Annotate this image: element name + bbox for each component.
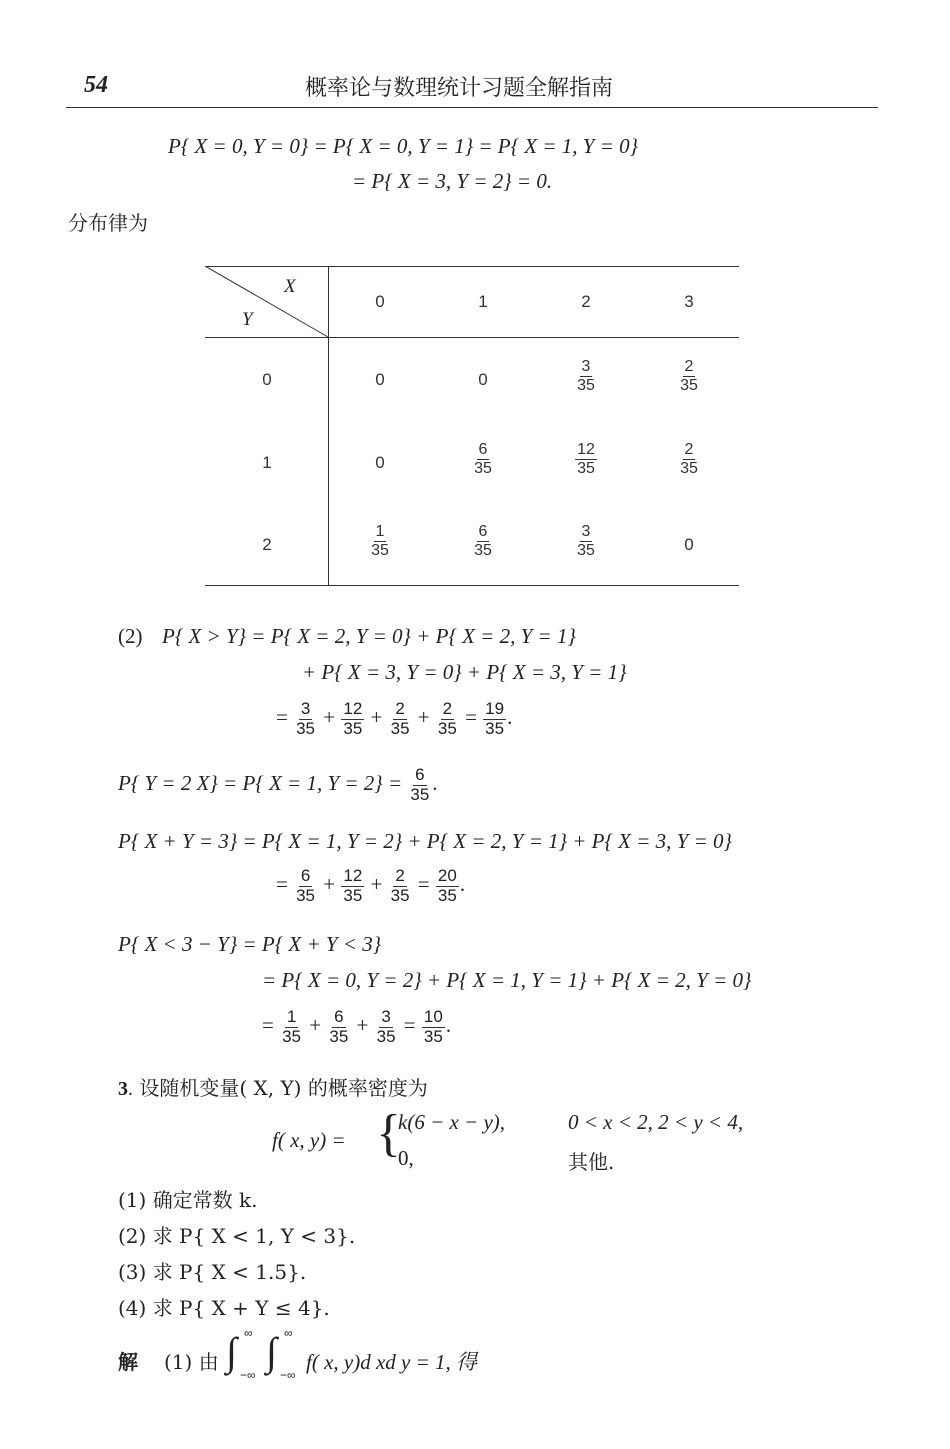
eq-lt-line-1: P{ X < 3 − Y} = P{ X + Y < 3} (118, 932, 382, 956)
frac-num: 3 (581, 358, 591, 375)
frac-den: 35 (680, 459, 698, 477)
problem-3-statement: 3. 设随机变量( X, Y) 的概率密度为 (118, 1076, 428, 1100)
case2-condition: 其他. (568, 1150, 615, 1174)
frac-den: 35 (577, 541, 595, 559)
table-cell (649, 358, 729, 394)
frac-num: 3 (581, 523, 591, 540)
zero-prob-line-2: = P{ X = 3, Y = 2} = 0. (352, 169, 553, 193)
table-bottom-rule (205, 585, 739, 586)
frac-num: 3 (300, 699, 311, 718)
frac-num: 2 (684, 358, 694, 375)
eq-y-eq-2x: P{ Y = 2 X} = P{ X = 1, Y = 2} = $\frac{6}{35}$ . (118, 765, 438, 804)
frac-den: 35 (410, 784, 430, 804)
density-lhs: f( x, y) = (272, 1128, 346, 1152)
frac-num: 12 (343, 699, 363, 718)
upper-limit-2: ∞ (284, 1326, 293, 1340)
table-corner-diagonal (205, 266, 329, 338)
case1-expression: k(6 − x − y), (398, 1110, 506, 1134)
part2-line-2: + P{ X = 3, Y = 0} + P{ X = 3, Y = 1} (302, 660, 627, 684)
zero-prob-line-1: P{ X = 0, Y = 0} = P{ X = 0, Y = 1} = P{ X = 1, Y = 0} (168, 134, 639, 158)
frac-den: 35 (282, 1026, 302, 1046)
frac-den: 35 (474, 459, 492, 477)
frac-num: 6 (415, 765, 425, 784)
frac-num: 1 (375, 523, 385, 540)
eq-sum3-line-2: = $\frac{6}{35}$ + $\frac{12}{35}$ + $\frac{2}{35}$ = $\frac{20}{35}$ . (276, 866, 466, 905)
frac-den: 35 (376, 1026, 396, 1046)
y-label-2: 2 (262, 535, 272, 554)
table-cell (546, 523, 626, 559)
solution-integrand: f( x, y)d xd y = 1, 得 (306, 1350, 478, 1374)
integral-icon-2: ∫ (266, 1329, 277, 1374)
lower-limit-1: −∞ (240, 1368, 256, 1382)
frac-den: 35 (343, 885, 363, 905)
frac-den: 35 (474, 541, 492, 559)
eq-sum3-line-1: P{ X + Y = 3} = P{ X = 1, Y = 2} + P{ X = 2, Y = 1} + P{ X = 3, Y = 0} (118, 829, 732, 853)
part2-line-3: = $\frac{3}{35}$ + $\frac{12}{35}$ + $\frac{2}{35}$ + $\frac{2}{35}$ = $\frac{19}{35}$ . (276, 699, 513, 738)
question-4: (4) 求 P{ X + Y ≤ 4}. (118, 1296, 330, 1320)
corner-label-y: Y (242, 309, 253, 330)
frac-num: 2 (395, 866, 405, 885)
frac-den: 35 (680, 376, 698, 394)
eq-lt-line-3: = $\frac{1}{35}$ + $\frac{6}{35}$ + $\frac{3}{35}$ = $\frac{10}{35}$ . (262, 1007, 452, 1046)
book-title: 概率论与数理统计习题全解指南 (305, 76, 614, 101)
y-label-0: 0 (262, 370, 272, 389)
case1-condition: 0 < x < 2, 2 < y < 4, (568, 1110, 744, 1134)
lower-limit-2: −∞ (280, 1368, 296, 1382)
solution-label: 解 (118, 1350, 138, 1374)
y-label-1: 1 (262, 453, 272, 472)
joint-distribution-table (0, 0, 950, 600)
frac-den: 35 (296, 718, 316, 738)
page-number: 54 (84, 72, 108, 98)
frac-num: 12 (343, 866, 363, 885)
table-cell (546, 358, 626, 394)
case2-expression: 0, (398, 1146, 414, 1170)
table-cell: 0 (684, 535, 694, 554)
table-cell: 0 (478, 370, 488, 389)
x-header-0: 0 (375, 292, 385, 311)
frac-den: 35 (437, 885, 457, 905)
distribution-label: 分布律为 (68, 211, 148, 235)
table-cell (443, 441, 523, 477)
frac-num: 2 (395, 699, 405, 718)
part2-line-1: P{ X > Y} = P{ X = 2, Y = 0} + P{ X = 2, Y = 1} (162, 624, 576, 648)
frac-num: 6 (478, 523, 488, 540)
table-cell (340, 523, 420, 559)
table-cell: 0 (375, 370, 385, 389)
table-cell: 0 (375, 453, 385, 472)
frac-den: 35 (343, 718, 363, 738)
frac-den: 35 (577, 376, 595, 394)
frac-den: 35 (390, 718, 410, 738)
frac-den: 35 (577, 459, 595, 477)
frac-den: 35 (485, 718, 505, 738)
frac-num: 20 (437, 866, 457, 885)
frac-den: 35 (371, 541, 389, 559)
frac-num: 12 (577, 441, 595, 458)
frac-num: 6 (478, 441, 488, 458)
eq-lt-line-2: = P{ X = 0, Y = 2} + P{ X = 1, Y = 1} + P{ X = 2, Y = 0} (262, 968, 752, 992)
frac-num: 2 (684, 441, 694, 458)
frac-num: 1 (286, 1007, 297, 1026)
x-header-2: 2 (581, 292, 591, 311)
frac-den: 35 (329, 1026, 349, 1046)
frac-den: 35 (390, 885, 410, 905)
part2-label: (2) (118, 624, 143, 648)
question-2: (2) 求 P{ X < 1, Y < 3}. (118, 1224, 356, 1248)
corner-label-x: X (284, 276, 296, 297)
integral-icon-1: ∫ (226, 1329, 237, 1374)
x-header-1: 1 (478, 292, 488, 311)
table-cell (443, 523, 523, 559)
table-cell (649, 441, 729, 477)
frac-num: 6 (300, 866, 311, 885)
left-brace-icon: { (376, 1105, 401, 1162)
frac-den: 35 (423, 1026, 443, 1046)
upper-limit-1: ∞ (244, 1326, 253, 1340)
problem-3-intro: 设随机变量( X, Y) 的概率密度为 (139, 1076, 428, 1100)
frac-num: 6 (334, 1007, 344, 1026)
problem-number: 3 (118, 1078, 128, 1100)
x-header-3: 3 (684, 292, 694, 311)
frac-den: 35 (437, 718, 457, 738)
frac-num: 19 (485, 699, 505, 718)
question-3: (3) 求 P{ X < 1.5}. (118, 1260, 307, 1284)
frac-den: 35 (296, 885, 316, 905)
eq-y-eq-2x-text: P{ Y = 2 X} = P{ X = 1, Y = 2} = (118, 771, 403, 795)
question-1: (1) 确定常数 k. (118, 1188, 258, 1212)
frac-num: 3 (381, 1007, 391, 1026)
solution-prefix: (1) 由 (164, 1350, 219, 1374)
table-cell (546, 441, 626, 477)
frac-num: 2 (442, 699, 453, 718)
frac-num: 10 (423, 1007, 443, 1026)
